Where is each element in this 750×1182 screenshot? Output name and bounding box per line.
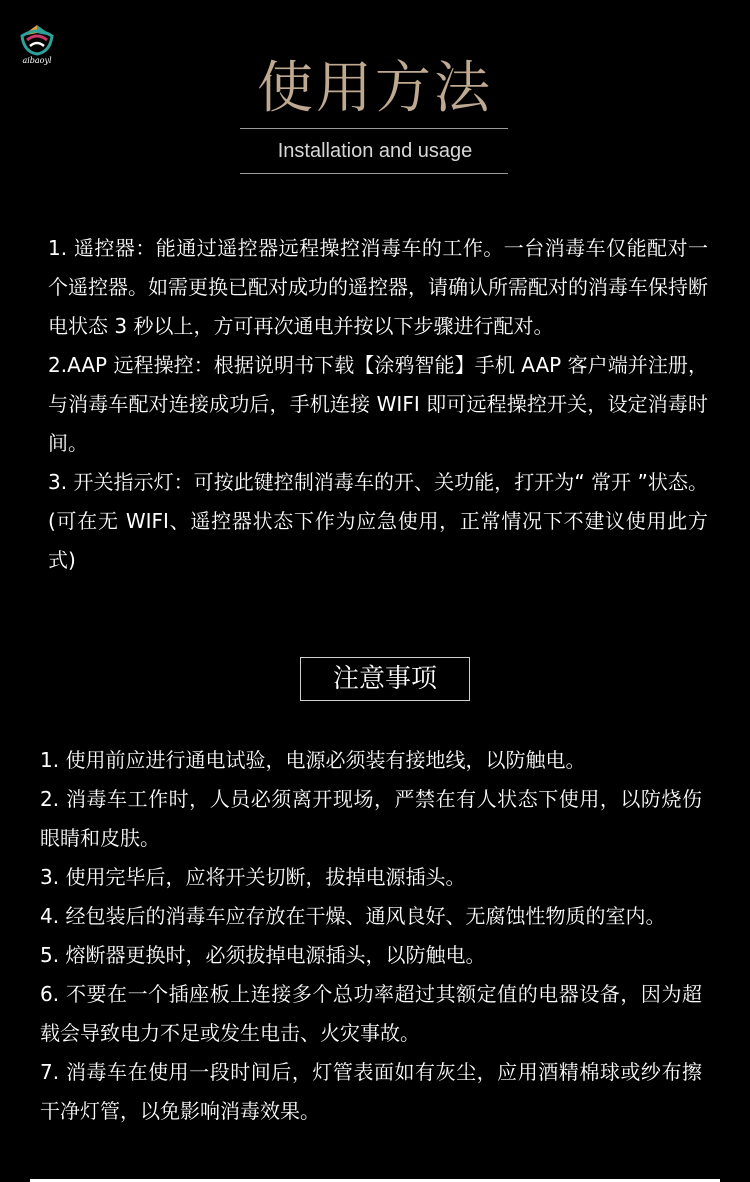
usage-paragraph: 2.AAP 远程操控：根据说明书下载【涂鸦智能】手机 AAP 客户端并注册，与消毒车配对连接成功后，手机连接 WIFI 即可远程操控开关，设定消毒时间。 [48,353,708,455]
usage-paragraph: 3. 开关指示灯：可按此键控制消毒车的开、关功能，打开为“ 常开 ”状态。(可在无 WIFI、遥控器状态下作为应急使用，正常情况下不建议使用此方式) [48,470,708,572]
page-title: 使用方法 [257,56,493,121]
notes-item: 2. 消毒车工作时，人员必须离开现场，严禁在有人状态下使用，以防烧伤眼睛和皮肤。 [40,787,702,850]
page-subtitle: Installation and usage [277,140,473,162]
notes-item: 3. 使用完毕后，应将开关切断，拔掉电源插头。 [40,865,466,889]
usage-paragraph: 1. 遥控器：能通过遥控器远程操控消毒车的工作。一台消毒车仅能配对一个遥控器。如需更换已配对成功的遥控器，请确认所需配对的消毒车保持断电状态 3 秒以上，方可再次通电并按以下步骤进行配对。 [48,236,708,338]
notes-list [40,741,702,1131]
notes-item: 1. 使用前应进行通电试验，电源必须装有接地线，以防触电。 [40,748,586,772]
notes-item: 6. 不要在一个插座板上连接多个总功率超过其额定值的电器设备，因为超载会导致电力不足或发生电击、火灾事故。 [40,982,702,1045]
notes-heading: 注意事项 [300,657,470,701]
notes-item: 4. 经包装后的消毒车应存放在干燥、通风良好、无腐蚀性物质的室内。 [40,904,666,928]
title-divider-bottom [240,173,508,174]
notes-item: 5. 熔断器更换时，必须拔掉电源插头，以防触电。 [40,943,486,967]
title-divider-top [240,128,508,129]
notes-item: 7. 消毒车在使用一段时间后，灯管表面如有灰尘，应用酒精棉球或纱布擦干净灯管，以免影响消毒效果。 [40,1060,702,1123]
usage-instructions [48,229,708,580]
brand-logo-text: aibaoyl [22,56,52,65]
